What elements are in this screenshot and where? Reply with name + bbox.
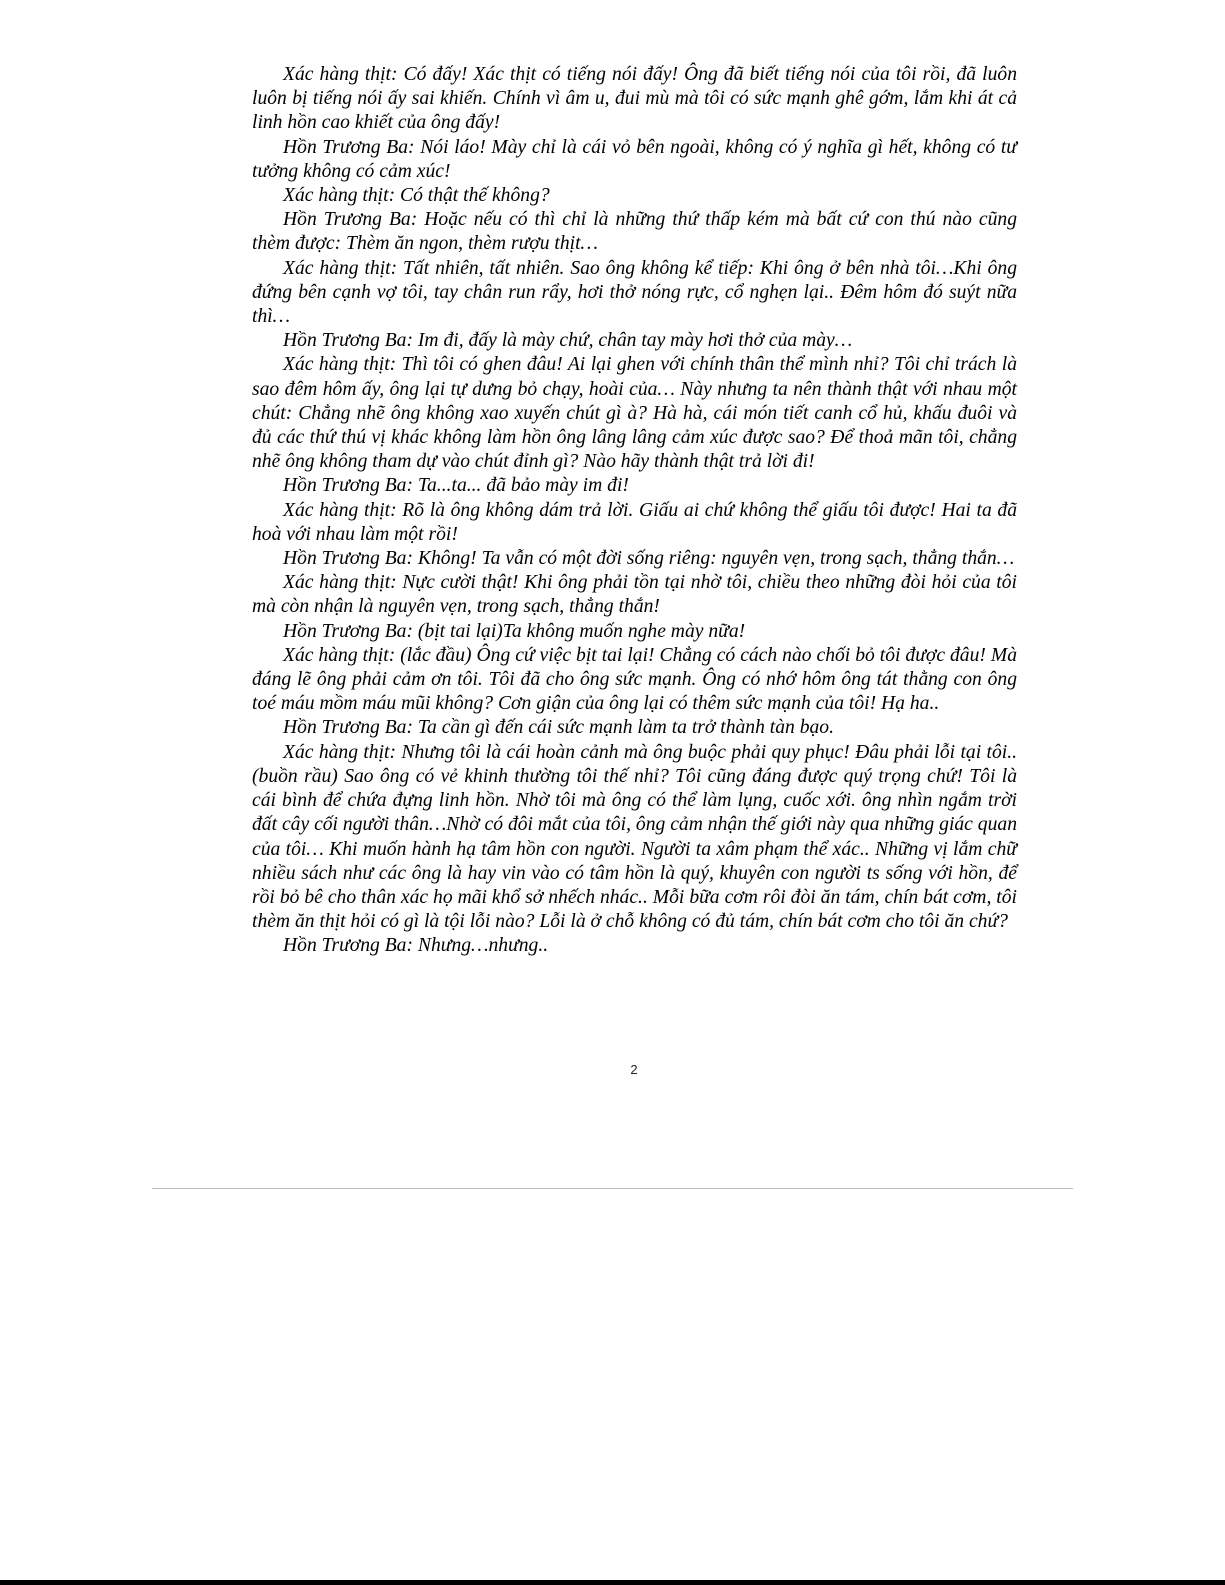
dialogue-paragraph: Hồn Trương Ba: Không! Ta vẫn có một đời sống riêng: nguyên vẹn, trong sạch, thẳng thắn…: [283, 548, 1015, 570]
dialogue-paragraph: Xác hàng thịt: Nực cười thật! Khi ông phải tồn tại nhờ tôi, chiều theo những đòi hỏi của tôi mà còn nhận là nguyên vẹn, trong sạch, thẳng thắn!: [252, 572, 1017, 618]
page-divider: [152, 1188, 1073, 1189]
dialogue-paragraph: Xác hàng thịt: Rõ là ông không dám trả lời. Giấu ai chứ không thể giấu tôi được! Hai ta đã hoà với nhau làm một rồi!: [252, 499, 1017, 545]
bottom-edge-bar: [0, 1580, 1225, 1585]
dialogue-paragraph: Xác hàng thịt: Thì tôi có ghen đâu! Ai lại ghen với chính thân thể mình nhỉ? Tôi chỉ trách là sao đêm hôm ấy, ông lại tự dưng bỏ chạy, hoài của… Này nhưng ta nên thành thật với nhau một chút: Chẳng nhẽ ông không xao xuyến chút gì à? Hà hà, cái món tiết canh cổ hủ, khấu đuôi và đủ các thứ thú vị khác không làm hồn ông lâng lâng cảm xúc được sao? Để thoả mãn tôi, chẳng nhẽ ông không tham dự vào chút đỉnh gì? Nào hãy thành thật trả lời đi!: [252, 354, 1017, 473]
dialogue-paragraph: Hồn Trương Ba: Hoặc nếu có thì chỉ là những thứ thấp kém mà bất cứ con thú nào cũng thèm được: Thèm ăn ngon, thèm rượu thịt…: [252, 209, 1017, 255]
dialogue-paragraph: Xác hàng thịt: Nhưng tôi là cái hoàn cảnh mà ông buộc phải quy phục! Đâu phải lỗi tại tôi.. (buồn rầu) Sao ông có vẻ khinh thường tôi thế nhỉ? Tôi cũng đáng được quý trọng chứ! Tôi là cái bình để chứa đựng linh hồn. Nhờ tôi mà ông có thể làm lụng, cuốc xới. ông nhìn ngắm trời đất cây cối người thân…Nhờ có đôi mắt của tôi, ông cảm nhận thế giới này qua những giác quan của tôi… Khi muốn hành hạ tâm hồn con người. Người ta xâm phạm thể xác.. Những vị lắm chữ nhiều sách như các ông là hay vin vào có tâm hồn là quý, khuyên con người ts sống với hồn, để rồi bỏ bê cho thân xác họ mãi khổ sở nhếch nhác.. Mỗi bữa cơm rôi đòi ăn tám, chín bát cơm, tôi thèm ăn thịt hỏi có gì là tội lỗi nào? Lỗi là ở chỗ không có đủ tám, chín bát cơm cho tôi ăn chứ?: [252, 741, 1017, 933]
dialogue-paragraph: Hồn Trương Ba: (bịt tai lại)Ta không muốn nghe mày nữa!: [283, 620, 746, 642]
dialogue-paragraph: Hồn Trương Ba: Nhưng…nhưng..: [283, 935, 549, 957]
page-body-text: [252, 63, 1017, 959]
dialogue-paragraph: Xác hàng thịt: Có đấy! Xác thịt có tiếng nói đấy! Ông đã biết tiếng nói của tôi rồi, đã luôn luôn bị tiếng nói ấy sai khiến. Chính vì âm u, đui mù mà tôi có sức mạnh ghê gớm, lắm khi át cả linh hồn cao khiết của ông đấy!: [252, 64, 1017, 134]
dialogue-paragraph: Xác hàng thịt: Có thật thế không?: [283, 185, 550, 207]
dialogue-paragraph: Hồn Trương Ba: Ta cần gì đến cái sức mạnh làm ta trở thành tàn bạo.: [283, 717, 835, 739]
page-number: 2: [630, 1062, 638, 1077]
dialogue-paragraph: Hồn Trương Ba: Im đi, đấy là mày chứ, chân tay mày hơi thở của mày…: [283, 330, 853, 352]
dialogue-paragraph: Hồn Trương Ba: Nói láo! Mày chỉ là cái vỏ bên ngoài, không có ý nghĩa gì hết, không có tư tưởng không có cảm xúc!: [252, 136, 1017, 182]
dialogue-paragraph: Xác hàng thịt: Tất nhiên, tất nhiên. Sao ông không kể tiếp: Khi ông ở bên nhà tôi…Khi ông đứng bên cạnh vợ tôi, tay chân run rẩy, hơi thở nóng rực, cổ nghẹn lại.. Đêm hôm đó suýt nữa thì…: [252, 257, 1017, 328]
dialogue-paragraph: Xác hàng thịt: (lắc đầu) Ông cứ việc bịt tai lại! Chẳng có cách nào chối bỏ tôi được đâu! Mà đáng lẽ ông phải cảm ơn tôi. Tôi đã cho ông sức mạnh. Ông có nhớ hôm ông tát thằng con ông toé máu mồm máu mũi không? Cơn giận của ông lại có thêm sức mạnh của tôi! Hạ ha..: [252, 644, 1017, 715]
dialogue-paragraph: Hồn Trương Ba: Ta...ta... đã bảo mày im đi!: [283, 475, 629, 497]
